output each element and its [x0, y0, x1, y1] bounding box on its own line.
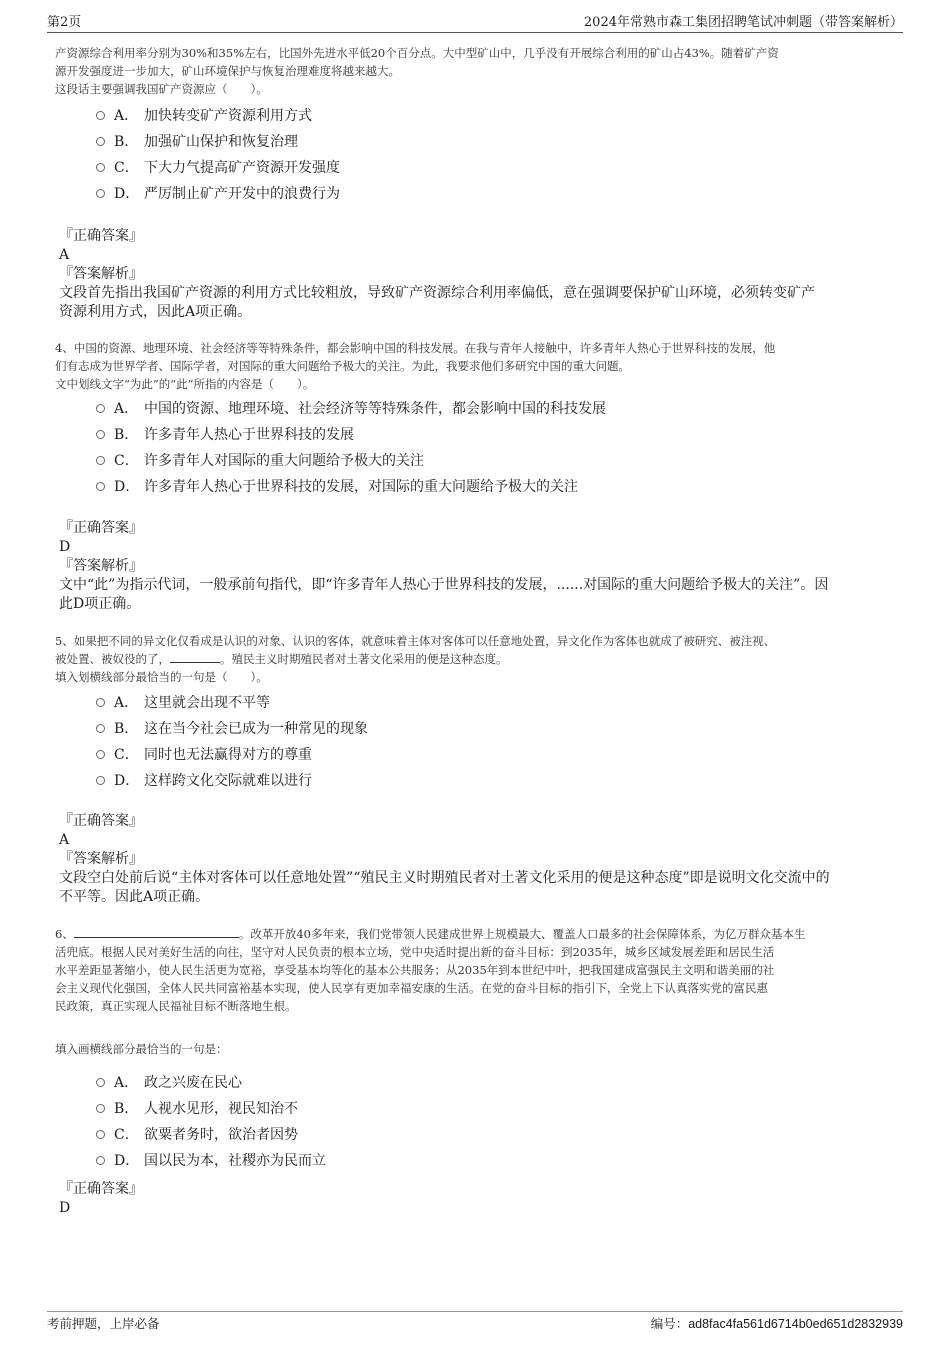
radio-icon[interactable] [96, 1156, 105, 1165]
analysis-label: 『答案解析』 [59, 266, 143, 282]
analysis-label: 『答案解析』 [59, 558, 143, 574]
q3-option-c[interactable]: C． 下大力气提高矿产资源开发强度 [96, 155, 340, 181]
radio-icon[interactable] [96, 404, 105, 413]
q6-options [96, 1070, 326, 1174]
q5-passage: 5、如果把不同的异文化仅看成是认识的对象、认识的客体，就意味着主体对客体可以任意地处置，异文化作为客体也就成了被研究、被注视、 被处置、被奴役的了， 。殖民主义时期殖民者对土著文化采用的便是这种态度。 填入划横线部分最恰当的一句是（ ）。 [55, 632, 895, 686]
q6-option-b[interactable]: B． 人视水见形，视民知治不 [96, 1096, 326, 1122]
radio-icon[interactable] [96, 1130, 105, 1139]
answer-value: A [59, 832, 70, 848]
q6-option-d[interactable]: D． 国以民为本，社稷亦为民而立 [96, 1148, 326, 1174]
radio-icon[interactable] [96, 430, 105, 439]
q4-option-c[interactable]: C． 许多青年人对国际的重大问题给予极大的关注 [96, 448, 606, 474]
q6-stem: 填入画横线部分最恰当的一句是： [55, 1042, 228, 1056]
page-number: 第2页 [47, 15, 82, 30]
q3-options [96, 103, 340, 207]
q3-stem: 这段话主要强调我国矿产资源应（ ）。 [55, 82, 268, 96]
radio-icon[interactable] [96, 698, 105, 707]
q4-options [96, 396, 606, 500]
q5-option-a[interactable]: A． 这里就会出现不平等 [96, 690, 368, 716]
analysis-text: 文中“此”为指示代词，一般承前句指代，即“许多青年人热心于世界科技的发展，......对国际的重大问题给予极大的关注”。因 [59, 577, 829, 593]
q3-answer-section: 『正确答案』 A 『答案解析』 文段首先指出我国矿产资源的利用方式比较粗放，导致矿产资源综合利用率偏低，意在强调要保护矿山环境，必须转变矿产 资源利用方式，因此A项正确。 [59, 227, 891, 322]
document-serial: 编号：ad8fac4fa561d6714b0ed651d2832939 [650, 1317, 903, 1331]
answer-value: D [59, 539, 71, 555]
q6-option-a[interactable]: A． 政之兴废在民心 [96, 1070, 326, 1096]
fill-blank [170, 650, 220, 663]
q5-options [96, 690, 368, 794]
document-title: 2024年常熟市森工集团招聘笔试冲刺题（带答案解析） [583, 15, 903, 30]
radio-icon[interactable] [96, 456, 105, 465]
fill-blank [74, 925, 239, 938]
q5-option-d[interactable]: D． 这样跨文化交际就难以进行 [96, 768, 368, 794]
radio-icon[interactable] [96, 776, 105, 785]
radio-icon[interactable] [96, 137, 105, 146]
q5-option-c[interactable]: C． 同时也无法赢得对方的尊重 [96, 742, 368, 768]
radio-icon[interactable] [96, 163, 105, 172]
answer-label: 『正确答案』 [59, 228, 143, 244]
q4-option-b[interactable]: B． 许多青年人热心于世界科技的发展 [96, 422, 606, 448]
q6-option-c[interactable]: C． 欲粟者务时，欲治者因势 [96, 1122, 326, 1148]
analysis-text: 文段首先指出我国矿产资源的利用方式比较粗放，导致矿产资源综合利用率偏低，意在强调要保护矿山环境，必须转变矿产 [59, 285, 815, 301]
q6-passage: 6、 。改革开放40多年来，我们党带领人民建成世界上规模最大、覆盖人口最多的社会保障体系，为亿万群众基本生 活兜底。根据人民对美好生活的向往，坚守对人民负责的根本立场，党中央适时提出新的奋斗目标：到2035年，城乡区域发展差距和居民生活 水平差距显著缩小，使人民生活更为宽裕，享受基本均等化的基本公共服务；从2035年到本世纪中叶，把我国建成富强民主文明和谐美丽的社 会主义现代化强国，全体人民共同富裕基本实现，使人民享有更加幸福安康的生活。在党的奋斗目标的指引下，全党上下认真落实党的富民惠 民政策，真正实现人民福祉目标不断落地生根。 [55, 927, 806, 1013]
page-footer [47, 1311, 903, 1331]
radio-icon[interactable] [96, 1104, 105, 1113]
radio-icon[interactable] [96, 1078, 105, 1087]
q5-option-b[interactable]: B． 这在当今社会已成为一种常见的现象 [96, 716, 368, 742]
analysis-text: 文段空白处前后说“主体对客体可以任意地处置”“殖民主义时期殖民者对土著文化采用的便是这种态度”即是说明文化交流中的 [59, 870, 830, 886]
answer-value: D [59, 1200, 71, 1216]
q4-option-a[interactable]: A． 中国的资源、地理环境、社会经济等等特殊条件，都会影响中国的科技发展 [96, 396, 606, 422]
radio-icon[interactable] [96, 189, 105, 198]
radio-icon[interactable] [96, 111, 105, 120]
footer-slogan: 考前押题，上岸必备 [47, 1316, 160, 1331]
q3-option-a[interactable]: A． 加快转变矿产资源利用方式 [96, 103, 340, 129]
q6-answer-section [59, 1180, 891, 1218]
q3-option-b[interactable]: B． 加强矿山保护和恢复治理 [96, 129, 340, 155]
q4-passage: 4、中国的资源、地理环境、社会经济等等特殊条件，都会影响中国的科技发展。在我与青年人接触中，许多青年人热心于世界科技的发展，他 们有志成为世界学者、国际学者，对国际的重大问题给予极大的关注。为此，我要求他们多研究中国的重大问题。 文中划线文字“为此”的“此”所指的内容是（ ）。 [55, 339, 895, 393]
radio-icon[interactable] [96, 724, 105, 733]
page-header [47, 12, 903, 33]
answer-label: 『正确答案』 [59, 1181, 143, 1197]
answer-label: 『正确答案』 [59, 813, 143, 829]
analysis-label: 『答案解析』 [59, 851, 143, 867]
radio-icon[interactable] [96, 750, 105, 759]
q4-stem: 文中划线文字“为此”的“此”所指的内容是（ ）。 [55, 377, 315, 391]
q5-answer-section: 『正确答案』 A 『答案解析』 文段空白处前后说“主体对客体可以任意地处置”“殖民主义时期殖民者对土著文化采用的便是这种态度”即是说明文化交流中的 不平等。因此A项正确。 [59, 812, 891, 907]
answer-label: 『正确答案』 [59, 520, 143, 536]
q4-answer-section: 『正确答案』 D 『答案解析』 文中“此”为指示代词，一般承前句指代，即“许多青年人热心于世界科技的发展，......对国际的重大问题给予极大的关注”。因 此D项正确。 [59, 519, 891, 614]
q3-option-d[interactable]: D． 严厉制止矿产开发中的浪费行为 [96, 181, 340, 207]
q3-passage: 产资源综合利用率分别为30%和35%左右，比国外先进水平低20个百分点。大中型矿山中，几乎没有开展综合利用的矿山占43%。随着矿产资 源开发强度进一步加大，矿山环境保护与恢复治理难度将越来越大。 这段话主要强调我国矿产资源应（ ）。 [55, 44, 895, 98]
q5-stem: 填入划横线部分最恰当的一句是（ ）。 [55, 670, 268, 684]
radio-icon[interactable] [96, 482, 105, 491]
q4-option-d[interactable]: D． 许多青年人热心于世界科技的发展，对国际的重大问题给予极大的关注 [96, 474, 606, 500]
answer-value: A [59, 247, 70, 263]
